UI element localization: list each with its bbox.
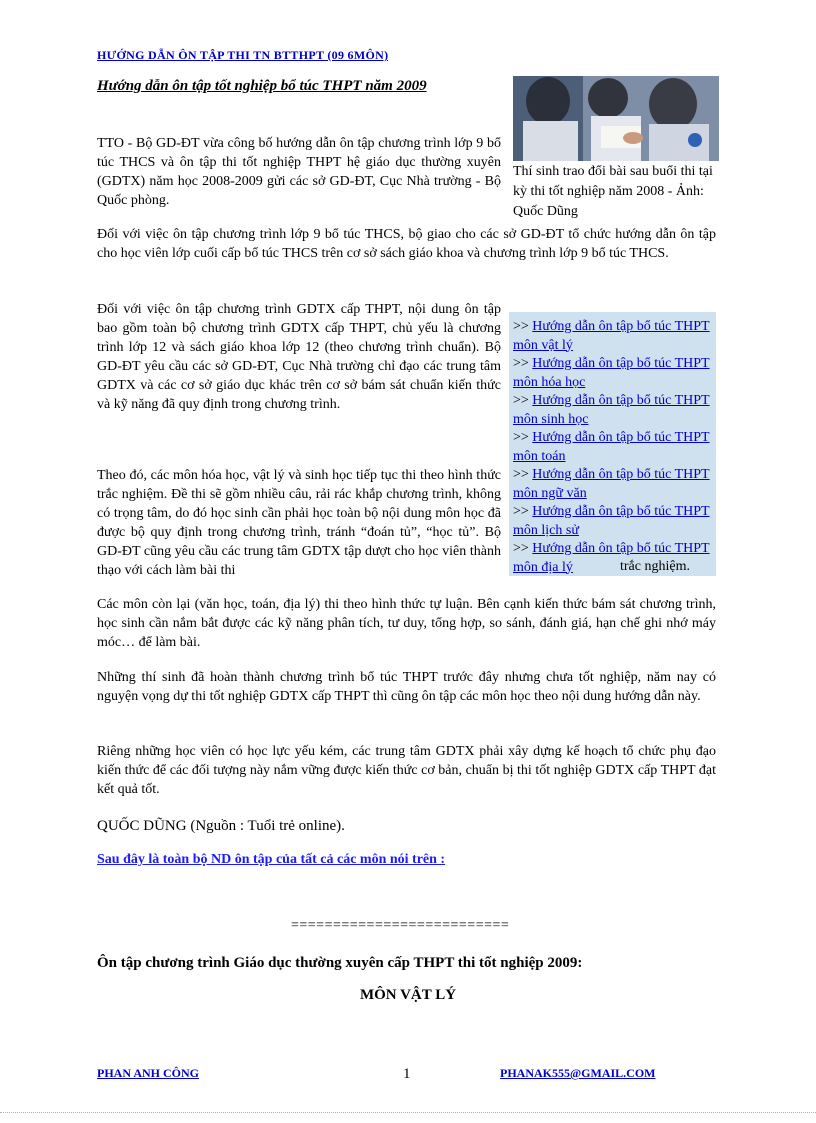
paragraph-format: Theo đó, các môn hóa học, vật lý và sinh học tiếp tục thi theo hình thức trắc nghiệm. Đề thi sẽ gồm nhiều câu, rải rác khắp chương trình, không có trọng tâm, do đó học sinh cần phải học toàn bộ nội dung môn học đã được bộ quy định trong chương trình, tránh “đoán tủ”, “học tủ”. Bộ GD-ĐT cũng yêu cầu các trung tâm GDTX tập dượt cho học viên thành thạo với cách làm bài thi bbox=[97, 468, 501, 578]
content-link[interactable]: Sau đây là toàn bộ ND ôn tập của tất cả các môn nói trên : bbox=[97, 852, 446, 867]
article-title: Hướng dẫn ôn tập tốt nghiệp bổ túc THPT năm 2009 bbox=[97, 78, 427, 94]
paragraph-previous-candidates: Những thí sinh đã hoàn thành chương trình bổ túc THPT trước đây nhưng chưa tốt nghiệp, năm nay có nguyện vọng dự thi tốt nghiệp GDTX cấp THPT thì cũng ôn tập các môn học theo nội dung hướng dẫn này. bbox=[97, 670, 716, 704]
link-chemistry[interactable]: Hướng dẫn ôn tập bổ túc THPT môn hóa học bbox=[513, 356, 710, 390]
article-source: QUỐC DŨNG (Nguồn : Tuổi trẻ online). bbox=[97, 818, 345, 834]
related-link-item: >> Hướng dẫn ôn tập bổ túc THPT môn ngữ văn bbox=[513, 467, 710, 501]
page-bottom-border bbox=[0, 1112, 816, 1113]
paragraph-format-tail: trắc nghiệm. bbox=[620, 559, 690, 574]
paragraph-essay-subjects: Các môn còn lại (văn học, toán, địa lý) thi theo hình thức tự luận. Bên cạnh kiến thức bám sát chương trình, học sinh cần nắm bắt được các kỹ năng phân tích, tư duy, tổng hợp, so sánh, đánh giá, hạn chế ghi nhớ máy móc… để làm bài. bbox=[97, 597, 716, 650]
section-title: Ôn tập chương trình Giáo dục thường xuyên cấp THPT thi tốt nghiệp 2009: bbox=[97, 955, 583, 971]
paragraph-thpt: Đối với việc ôn tập chương trình GDTX cấp THPT, nội dung ôn tập bao gồm toàn bộ chương trình GDTX cấp THPT, chủ yếu là chương trình lớp 12 và sách giáo khoa lớp 12 (theo chương trình chuẩn). Bộ GD-ĐT yêu cầu các sở GD-ĐT, Cục Nhà trường chỉ đạo các trung tâm GDTX và các cơ sở giáo dục khác trên cơ sở bám sát chuẩn kiến thức và kỹ năng đã quy định trong chương trình. bbox=[97, 302, 501, 412]
footer-author[interactable]: PHAN ANH CÔNG bbox=[97, 1066, 199, 1080]
related-link-item: >> Hướng dẫn ôn tập bổ túc THPT môn địa lý bbox=[513, 541, 710, 575]
footer-email[interactable]: PHANAK555@GMAIL.COM bbox=[500, 1066, 656, 1080]
page-number: 1 bbox=[403, 1066, 411, 1082]
link-literature[interactable]: Hướng dẫn ôn tập bổ túc THPT môn ngữ văn bbox=[513, 467, 710, 501]
related-link-item: >> Hướng dẫn ôn tập bổ túc THPT môn sinh học bbox=[513, 393, 710, 427]
link-biology[interactable]: Hướng dẫn ôn tập bổ túc THPT môn sinh học bbox=[513, 393, 710, 427]
section-divider: ========================== bbox=[291, 918, 510, 933]
link-history[interactable]: Hướng dẫn ôn tập bổ túc THPT môn lịch sử bbox=[513, 504, 710, 538]
page-header[interactable]: HƯỚNG DẪN ÔN TẬP THI TN BTTHPT (09 6MÔN) bbox=[97, 48, 389, 62]
related-link-item: >> Hướng dẫn ôn tập bổ túc THPT môn hóa học bbox=[513, 356, 710, 390]
photo-caption: Thí sinh trao đổi bài sau buổi thi tại kỳ thi tốt nghiệp năm 2008 - Ảnh: Quốc Dũng bbox=[513, 164, 713, 219]
paragraph-thcs: Đối với việc ôn tập chương trình lớp 9 bổ túc THCS, bộ giao cho các sở GD-ĐT tổ chức hướng dẫn ôn tập cho học viên lớp cuối cấp bổ túc THCS trên cơ sở sách giáo khoa và chương trình lớp 9 bổ túc THCS. bbox=[97, 227, 716, 261]
photo-image bbox=[513, 76, 719, 161]
subject-heading: MÔN VẬT LÝ bbox=[359, 987, 457, 1003]
related-link-item: >> Hướng dẫn ôn tập bổ túc THPT môn lịch sử bbox=[513, 504, 710, 538]
link-geography[interactable]: Hướng dẫn ôn tập bổ túc THPT môn địa lý bbox=[513, 541, 710, 575]
link-math[interactable]: Hướng dẫn ôn tập bổ túc THPT môn toán bbox=[513, 430, 710, 464]
paragraph-intro: TTO - Bộ GD-ĐT vừa công bố hướng dẫn ôn tập chương trình lớp 9 bổ túc THCS và ôn tập thi tốt nghiệp THPT hệ giáo dục thường xuyên (GDTX) năm học 2008-2009 gửi các sở GD-ĐT, Cục Nhà trường - Bộ Quốc phòng. bbox=[97, 136, 501, 208]
related-links-box bbox=[509, 312, 716, 576]
related-link-item: >> Hướng dẫn ôn tập bổ túc THPT môn toán bbox=[513, 430, 710, 464]
article-photo bbox=[513, 76, 719, 161]
link-physics[interactable]: Hướng dẫn ôn tập bổ túc THPT môn vật lý bbox=[513, 319, 710, 353]
paragraph-weak-students: Riêng những học viên có học lực yếu kém, các trung tâm GDTX phải xây dựng kế hoạch tổ chức phụ đạo kiến thức để các đối tượng này nắm vững được kiến thức cơ bản, chuẩn bị thi tốt nghiệp GDTX cấp THPT đạt kết quả tốt. bbox=[97, 744, 716, 797]
related-link-item: >> Hướng dẫn ôn tập bổ túc THPT môn vật lý bbox=[513, 319, 710, 353]
